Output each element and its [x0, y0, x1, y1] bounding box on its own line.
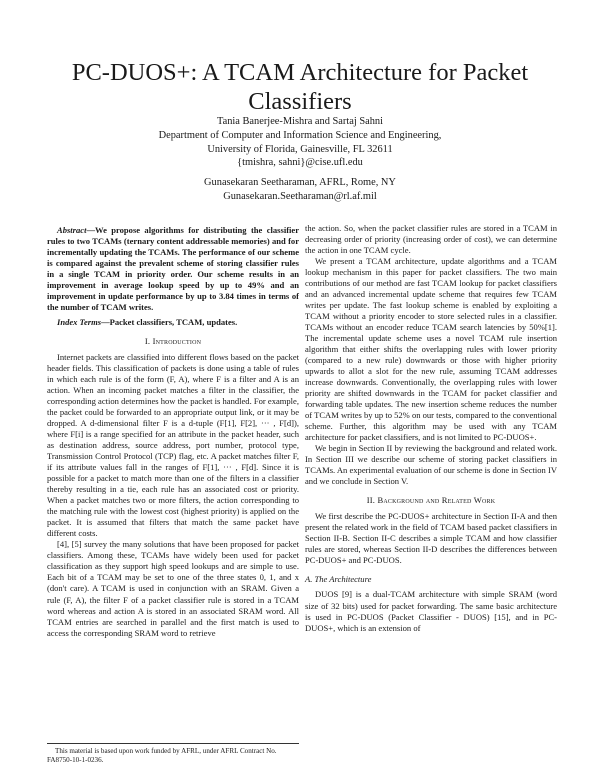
abstract-label: Abstract — [57, 225, 87, 235]
footnote: This material is based upon work funded by AFRL, under AFRL Contract No. FA8750-10-1-0236. — [47, 743, 299, 765]
author-department: Department of Computer and Information Science and Engineering, — [158, 129, 442, 141]
intro-paragraph-5: We begin in Section II by reviewing the background and related work. In Section III we describe our scheme of storing packet classifiers in TCAMs. An experimental evaluation of our scheme is done in Section IV and we conclude in Section V. — [305, 443, 557, 487]
author-email: Gunasekaran.Seetharaman@rl.af.mil — [223, 190, 377, 202]
index-terms — [47, 317, 299, 328]
intro-paragraph-4: We present a TCAM architecture, update algorithms and a TCAM lookup mechanism in this paper for packet classifiers. The two main contributions of our method are fast TCAM lookup for packet classifiers and an advanced incremental update scheme that requires few TCAM writes per update. The fast lookup scheme is enabled by exploiting a TCAM without a priority encoder to store selected rules in a classifier. TCAMs without an encoder reduce TCAM search latencies by 50%[1]. The incremental update scheme uses a novel TCAM rule insertion algorithm that either shifts the overlapping rules with lower priority (compared to a new rule) downwards or those with higher priority upwards to allot a slot for the new rule, assuming TCAM addresses increase downwards. Conventionally, the overlapping rules with lower priority are shifted downwards in the TCAM for packet classifier and forwarding table updates. The new insertion scheme reduces the number of TCAM writes by up to 52% on our tests, compared to the conventional scheme. Further, this algorithm may be used with any TCAM architecture for packet classifiers, and is not limited to PC-DUOS+. — [305, 256, 557, 443]
index-terms-label: Index Terms — [57, 317, 102, 328]
author-block-primary — [60, 115, 540, 170]
section-heading-background: II. Background and Related Work — [366, 495, 496, 506]
right-column — [305, 223, 557, 634]
intro-paragraph-3: the action. So, when the packet classifier rules are stored in a TCAM in decreasing order of priority (increasing order of cost), we can determine the action in one TCAM cycle. — [305, 223, 557, 256]
author-names: Tania Banerjee-Mishra and Sartaj Sahni — [216, 116, 384, 127]
abstract-text: —We propose algorithms for distributing the classifier rules to two TCAMs (ternary content addressable memories) and for incrementally updating the TCAMs. The performance of our scheme is compared against the prevalent scheme of storing classifier rules in a single TCAM in priority order. Our scheme results in an improvement in average lookup speed by up to 49% and an improvement in update performance by up to 3.84 times in terms of the number of TCAM writes. — [47, 225, 299, 313]
architecture-paragraph-1: DUOS [9] is a dual-TCAM architecture with simple SRAM (word size of 32 bits) used for packet forwarding. The same basic architecture is used in PC-DUOS (Packet Classifier - DUOS) [15], and in PC-DUOS+, which is an extension of — [305, 589, 557, 633]
section-heading-introduction: I. Introduction — [144, 336, 202, 347]
author-block-secondary — [60, 176, 540, 204]
paper-title: PC-DUOS+: A TCAM Architecture for Packet Classifiers — [71, 59, 529, 115]
intro-paragraph-2: [4], [5] survey the many solutions that have been proposed for packet classifiers. Among these, TCAMs have widely been used for packet classification as they support high speed lookups and are simple to use. Each bit of a TCAM may be set to one of the three states 0, 1, and x (don't care). A TCAM is used in conjunction with an SRAM. Given a rule (F, A), the filter F of a packet classifier rule is stored in a TCAM word whereas and action A is stored in an associated SRAM word. All TCAM entries are searched in parallel and the first match is used to access the corresponding SRAM word to retrieve — [47, 539, 299, 638]
background-paragraph-1: We first describe the PC-DUOS+ architecture in Section II-A and then present the related work in the field of TCAM based packet classifiers in Section II-B. Section II-C describes a simple TCAM and how classifier rules are stored, whereas Section II-D describes the differences between PC-DUOS+ and PC-DUOS. — [305, 511, 557, 566]
index-terms-text: —Packet classifiers, TCAM, updates. — [101, 317, 238, 328]
abstract — [47, 225, 299, 313]
left-column — [47, 225, 299, 639]
author-emails: {tmishra, sahni}@cise.ufl.edu — [237, 157, 363, 169]
author-affiliation: Gunasekaran Seetharaman, AFRL, Rome, NY — [204, 177, 396, 188]
subsection-heading-architecture: A. The Architecture — [305, 574, 372, 585]
intro-paragraph-1: Internet packets are classified into different flows based on the packet header fields. This classification of packets is done using a table of rules in which each rule is of the form (F, A), where F is a filter and A is an action. When an incoming packet matches a filter in the classifier, the corresponding action determines how the packet is handled. For example, the packet could be forwarded to an appropriate output link, or it may be dropped. A d-dimensional filter F is a d-tuple (F[1], F[2], ··· , F[d]), where F[i] is a range specified for an attribute in the packet header, such as destination address, source address, port number, protocol type, Transmission Control Protocol (TCP) flag, etc. A packet matches filter F, if its attribute values fall in the ranges of F[1], ··· , F[d]. Since it is possible for a packet to match more than one of the filters in a classifier thereby resulting in a tie, each rule has an associated cost or priority. When a packet matches two or more filters, the action corresponding to the matching rule with the lowest cost (highest priority) is applied on the packet. It is assumed that filters that match the same packet have different costs. — [47, 352, 299, 539]
author-university: University of Florida, Gainesville, FL 32611 — [207, 143, 393, 155]
